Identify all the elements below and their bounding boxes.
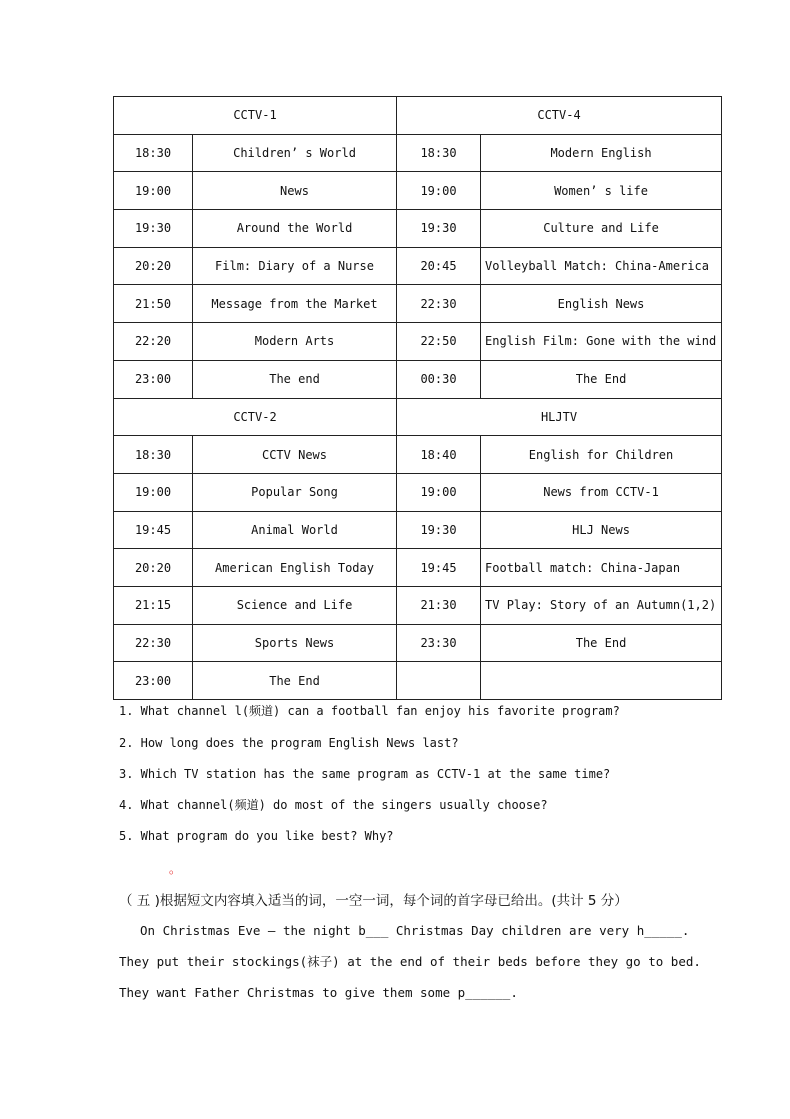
schedule-row — [114, 549, 722, 587]
time-cell: 23:30 — [397, 624, 481, 662]
passage-line-1: On Christmas Eve – the night b___ Christmas Day children are very h_____. — [140, 923, 690, 938]
program-cell — [481, 662, 722, 700]
time-cell: 23:00 — [114, 662, 193, 700]
program-cell: Film: Diary of a Nurse — [193, 247, 397, 285]
program-cell: English News — [481, 285, 722, 323]
tv-schedule-body — [114, 97, 722, 700]
program-cell: CCTV News — [193, 436, 397, 474]
program-cell: Around the World — [193, 210, 397, 248]
schedule-row — [114, 511, 722, 549]
program-cell: Modern English — [481, 134, 722, 172]
schedule-row — [114, 134, 722, 172]
channel-name: CCTV-2 — [114, 398, 397, 436]
time-cell: 23:00 — [114, 360, 193, 398]
time-cell: 18:30 — [114, 134, 193, 172]
time-cell: 21:30 — [397, 586, 481, 624]
passage-line-3: They want Father Christmas to give them some p______. — [119, 985, 518, 1000]
program-cell: Sports News — [193, 624, 397, 662]
schedule-row — [114, 210, 722, 248]
time-cell: 19:00 — [114, 172, 193, 210]
section-title: （ 五 )根据短文内容填入适当的词，一空一词，每个词的首字母已给出。(共计 5 分） — [119, 893, 628, 909]
channel-header-row — [114, 398, 722, 436]
question-1: 1. What channel l(频道) can a football fan enjoy his favorite program? — [119, 704, 620, 718]
program-cell: Message from the Market — [193, 285, 397, 323]
question-3: 3. Which TV station has the same program as CCTV-1 at the same time? — [119, 767, 611, 781]
schedule-row — [114, 172, 722, 210]
program-cell: American English Today — [193, 549, 397, 587]
time-cell: 22:30 — [397, 285, 481, 323]
program-cell: The End — [481, 624, 722, 662]
time-cell: 19:00 — [397, 172, 481, 210]
channel-header-row — [114, 97, 722, 135]
program-cell: Science and Life — [193, 586, 397, 624]
program-cell: TV Play: Story of an Autumn(1,2) — [481, 586, 722, 624]
program-cell: The end — [193, 360, 397, 398]
program-cell: Women’ s life — [481, 172, 722, 210]
time-cell: 22:30 — [114, 624, 193, 662]
time-cell: 20:20 — [114, 247, 193, 285]
channel-name: CCTV-1 — [114, 97, 397, 135]
time-cell: 20:20 — [114, 549, 193, 587]
program-cell: Culture and Life — [481, 210, 722, 248]
time-cell: 18:30 — [397, 134, 481, 172]
time-cell: 19:45 — [114, 511, 193, 549]
question-5: 5. What program do you like best? Why? — [119, 829, 394, 843]
passage-line-2: They put their stockings(袜子) at the end of their beds before they go to bed. — [119, 954, 701, 969]
schedule-row — [114, 662, 722, 700]
program-cell: Children’ s World — [193, 134, 397, 172]
time-cell: 20:45 — [397, 247, 481, 285]
program-cell: Animal World — [193, 511, 397, 549]
tv-schedule-table — [113, 96, 722, 700]
program-cell: Football match: China-Japan — [481, 549, 722, 587]
time-cell: 22:50 — [397, 323, 481, 361]
time-cell: 19:30 — [397, 511, 481, 549]
schedule-row — [114, 323, 722, 361]
schedule-row — [114, 436, 722, 474]
time-cell: 22:20 — [114, 323, 193, 361]
program-cell: English for Children — [481, 436, 722, 474]
program-cell: The End — [193, 662, 397, 700]
schedule-row — [114, 586, 722, 624]
time-cell — [397, 662, 481, 700]
question-2: 2. How long does the program English News last? — [119, 736, 459, 750]
program-cell: English Film: Gone with the wind — [481, 323, 722, 361]
red-mark: 。 — [169, 862, 182, 876]
time-cell: 18:40 — [397, 436, 481, 474]
time-cell: 00:30 — [397, 360, 481, 398]
time-cell: 19:00 — [114, 473, 193, 511]
program-cell: Modern Arts — [193, 323, 397, 361]
program-cell: News — [193, 172, 397, 210]
schedule-row — [114, 473, 722, 511]
time-cell: 18:30 — [114, 436, 193, 474]
schedule-row — [114, 247, 722, 285]
time-cell: 21:15 — [114, 586, 193, 624]
channel-name: CCTV-4 — [397, 97, 722, 135]
question-4: 4. What channel(频道) do most of the singers usually choose? — [119, 798, 548, 812]
program-cell: HLJ News — [481, 511, 722, 549]
schedule-row — [114, 360, 722, 398]
time-cell: 19:45 — [397, 549, 481, 587]
time-cell: 19:30 — [114, 210, 193, 248]
program-cell: News from CCTV-1 — [481, 473, 722, 511]
program-cell: Popular Song — [193, 473, 397, 511]
time-cell: 19:00 — [397, 473, 481, 511]
schedule-row — [114, 624, 722, 662]
program-cell: The End — [481, 360, 722, 398]
channel-name: HLJTV — [397, 398, 722, 436]
program-cell: Volleyball Match: China-America — [481, 247, 722, 285]
time-cell: 19:30 — [397, 210, 481, 248]
schedule-row — [114, 285, 722, 323]
time-cell: 21:50 — [114, 285, 193, 323]
